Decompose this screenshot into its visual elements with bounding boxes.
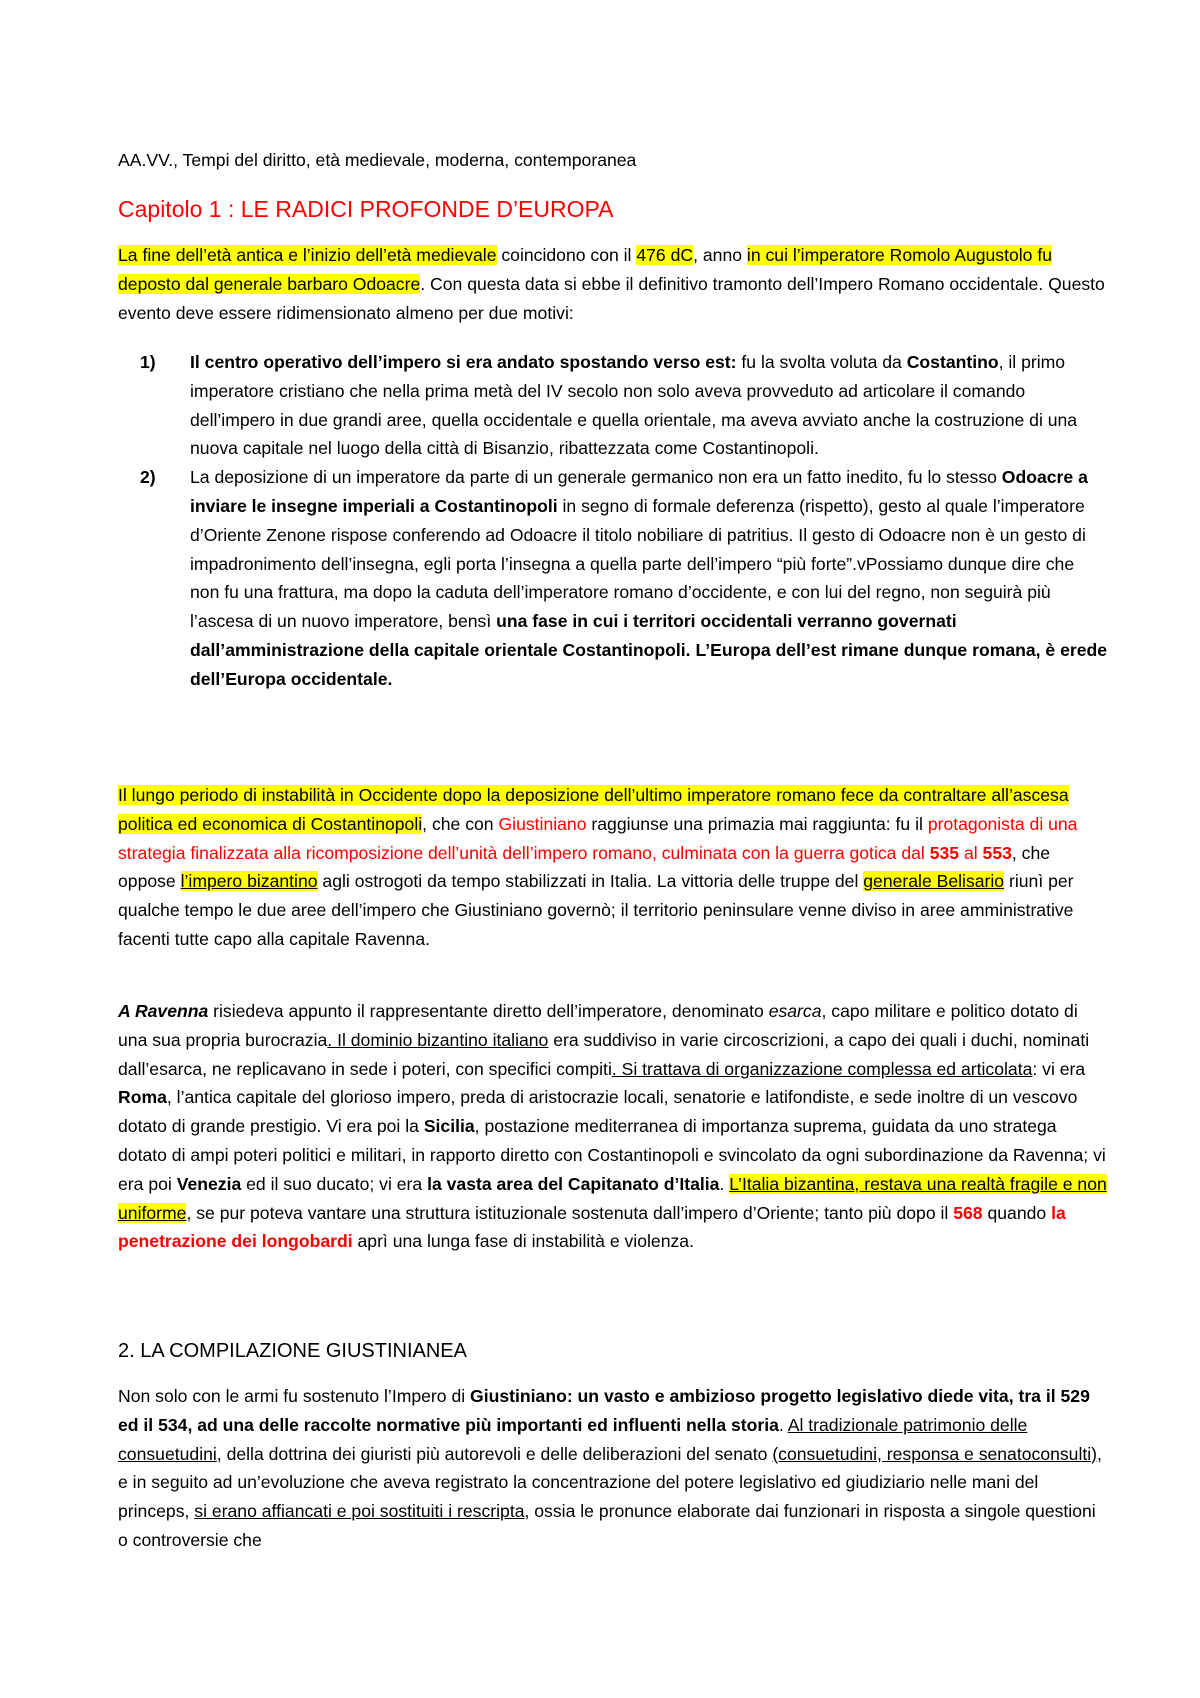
text-span: , postazione mediterranea di importanza suprema, guidata da uno stratega dotato di ampi poteri politici e militari, in rapporto diretto con Costantinopoli e svincolato da ogni subordinazione da Ravenna; vi era poi: [118, 1116, 1106, 1194]
text-span: , anno: [693, 245, 747, 265]
highlight-fine-eta-antica: La fine dell’età antica e l’inizio dell’età medievale: [118, 245, 497, 265]
bold-text: Roma: [118, 1087, 167, 1108]
red-bold-text: la penetrazione dei longobardi: [118, 1202, 1066, 1252]
red-bold-text: 568: [953, 1202, 983, 1223]
underlined-text: Al tradizionale patrimonio delle consuetudini: [118, 1414, 1028, 1464]
text-span: quando: [982, 1202, 1052, 1223]
underlined-text: . Si trattava di organizzazione complessa ed articolata: [611, 1058, 1033, 1079]
text-span: agli ostrogoti da tempo stabilizzati in Italia. La vittoria delle truppe del: [317, 871, 864, 892]
text-span: fu la svolta voluta da: [736, 352, 907, 372]
highlight-romolo-augustolo: in cui l’imperatore Romolo Augustolo fu deposto dal generale barbaro Odoacre: [118, 245, 1053, 294]
text-span: , ossia le pronunce elaborate dai funzionari in risposta a singole questioni o controversie che: [118, 1501, 1096, 1550]
text-span: riunì per qualche tempo le due aree dell’impero che Giustiniano governò; il territorio peninsulare venne diviso in aree amministrative facenti tutte capo alla capitale Ravenna.: [118, 871, 1074, 949]
list-number: 1): [140, 352, 156, 372]
underlined-text: . Il dominio bizantino italiano: [327, 1029, 549, 1050]
highlight-italia-bizantina: L’Italia bizantina, restava una realtà fragile e non uniforme: [118, 1173, 1107, 1223]
bold-text: Costantino: [906, 352, 999, 372]
paragraph-ravenna: [118, 997, 1108, 1256]
bold-text: Odoacre a inviare le insegne imperiali a Costantinopoli: [190, 467, 1088, 516]
red-text: Giustiniano: [498, 813, 587, 834]
list-number: 2): [140, 467, 156, 488]
red-text: protagonista di una strategia finalizzata alla ricomposizione dell’unità dell’impero romano, culminata con la guerra gotica dal: [118, 813, 1078, 863]
italic-text: esarca: [768, 1001, 822, 1021]
text-span: . Con questa data si ebbe il definitivo tramonto dell’Impero Romano occidentale. Questo evento deve essere ridimensionato almeno per due motivi:: [118, 273, 1105, 323]
text-span: , che con: [422, 813, 499, 834]
text-span: , il primo imperatore cristiano che nella prima metà del IV secolo non solo aveva provveduto ad articolare il comando dell’impero in due grandi aree, quella occidentale e quella orientale, ma aveva avviato anche la costruzione di una nuova capitale nel luogo della città di Bisanzio, ribattezzata come Costantinopoli.: [190, 352, 1078, 459]
text-span: .: [778, 1414, 788, 1435]
text-span: coincidono con il: [496, 245, 637, 265]
text-span: La deposizione di un imperatore da parte di un generale germanico non era un fatto inedito, fu lo stesso: [190, 467, 1002, 488]
bibliographic-reference: AA.VV., Tempi del diritto, età medievale, moderna, contemporanea: [118, 150, 637, 170]
text-span: Non solo con le armi fu sostenuto l’Impero di: [118, 1386, 471, 1406]
text-span: , e in seguito ad un’evoluzione che aveva registrato la concentrazione del potere legislativo ed giudiziario nelle mani del princeps,: [118, 1443, 1102, 1522]
text-span: risiedeva appunto il rappresentante diretto dell’imperatore, denominato: [208, 1001, 769, 1021]
list-item: [118, 348, 1108, 463]
text-span: , se pur poteva vantare una struttura istituzionale sostenuta dall’impero d’Oriente; tanto più dopo il: [186, 1202, 954, 1223]
red-text: al: [959, 842, 983, 863]
paragraph-instabilita: [118, 781, 1108, 954]
text-span: : vi era: [1032, 1058, 1086, 1079]
text-span: , capo militare e politico dotato di una sua propria burocrazia: [118, 1001, 1078, 1050]
text-span: .: [719, 1173, 730, 1194]
text-span: aprì una lunga fase di instabilità e violenza.: [352, 1231, 694, 1252]
bold-text: una fase in cui i territori occidentali verranno governati dall’amministrazione della capitale orientale Costantinopoli. L’Europa dell’est rimane dunque romana, è erede dell’Europa occidentale.: [190, 611, 1108, 689]
bold-text: Giustiniano: un vasto e ambizioso progetto legislativo diede vita, tra il 529 ed il 534, ad una delle raccolte normative più importanti ed influenti nella storia: [118, 1386, 1090, 1435]
bold-italic-text: A Ravenna: [118, 1001, 209, 1021]
bold-text: la vasta area del Capitanato d’Italia: [427, 1173, 720, 1194]
underlined-text: si erano affiancati e poi sostituiti i rescripta: [194, 1501, 525, 1522]
text-span: era suddiviso in varie circoscrizioni, a capo dei quali i duchi, nominati dall’esarca, ne replicavano in sede i poteri, con specifici compiti: [118, 1029, 1090, 1079]
paragraph-compilazione: [118, 1382, 1108, 1555]
red-bold-text: 553: [982, 842, 1012, 863]
text-span: in segno di formale deferenza (rispetto), gesto al quale l’imperatore d’Oriente Zenone rispose conferendo ad Odoacre il titolo nobiliare di patritius. Il gesto di Odoacre non è un gesto di impadronimento dell’insegna, egli porta l’insegna a quella parte dell’impero “più forte”.vPossiamo dunque dire che non fu una frattura, ma dopo la caduta dell’imperatore romano d’occidente, e con lui del regno, non seguirà più l’ascesa di un nuovo imperatore, bensì: [190, 495, 1086, 632]
text-span: , l’antica capitale del glorioso impero, preda di aristocrazie locali, senatorie e latifondiste, e sede inoltre di un vescovo dotato di grande prestigio. Vi era poi la: [118, 1087, 1078, 1137]
highlight-476: 476 dC: [636, 245, 694, 265]
text-span: , della dottrina dei giuristi più autorevoli e delle deliberazioni del senato: [216, 1443, 773, 1464]
highlight-lungo-periodo: Il lungo periodo di instabilità in Occidente dopo la deposizione dell’ultimo imperatore romano fece da contraltare all’ascesa politica ed economica di Costantinopoli: [118, 785, 1069, 834]
text-span: ed il suo ducato; vi era: [241, 1173, 428, 1194]
bold-text: Sicilia: [423, 1116, 475, 1137]
red-bold-text: 535: [929, 842, 960, 863]
underlined-text: (consuetudini, responsa e senatoconsulti): [772, 1443, 1098, 1464]
chapter-2-title: 2. LA COMPILAZIONE GIUSTINIANEA: [118, 1340, 467, 1362]
list-item: [118, 463, 1108, 693]
motivi-list: [118, 348, 1108, 694]
highlight-impero-bizantino: l’impero bizantino: [180, 871, 318, 892]
bold-text: Il centro operativo dell’impero si era andato spostando verso est:: [190, 352, 737, 372]
chapter-1-title: Capitolo 1 : LE RADICI PROFONDE D’EUROPA: [118, 196, 614, 222]
bold-text: Venezia: [176, 1173, 242, 1194]
text-span: raggiunse una primazia mai raggiunta: fu il: [586, 813, 928, 834]
text-span: , che oppose: [118, 842, 1051, 892]
highlight-generale-belisario: generale Belisario: [863, 871, 1005, 892]
paragraph-intro: [118, 241, 1108, 327]
